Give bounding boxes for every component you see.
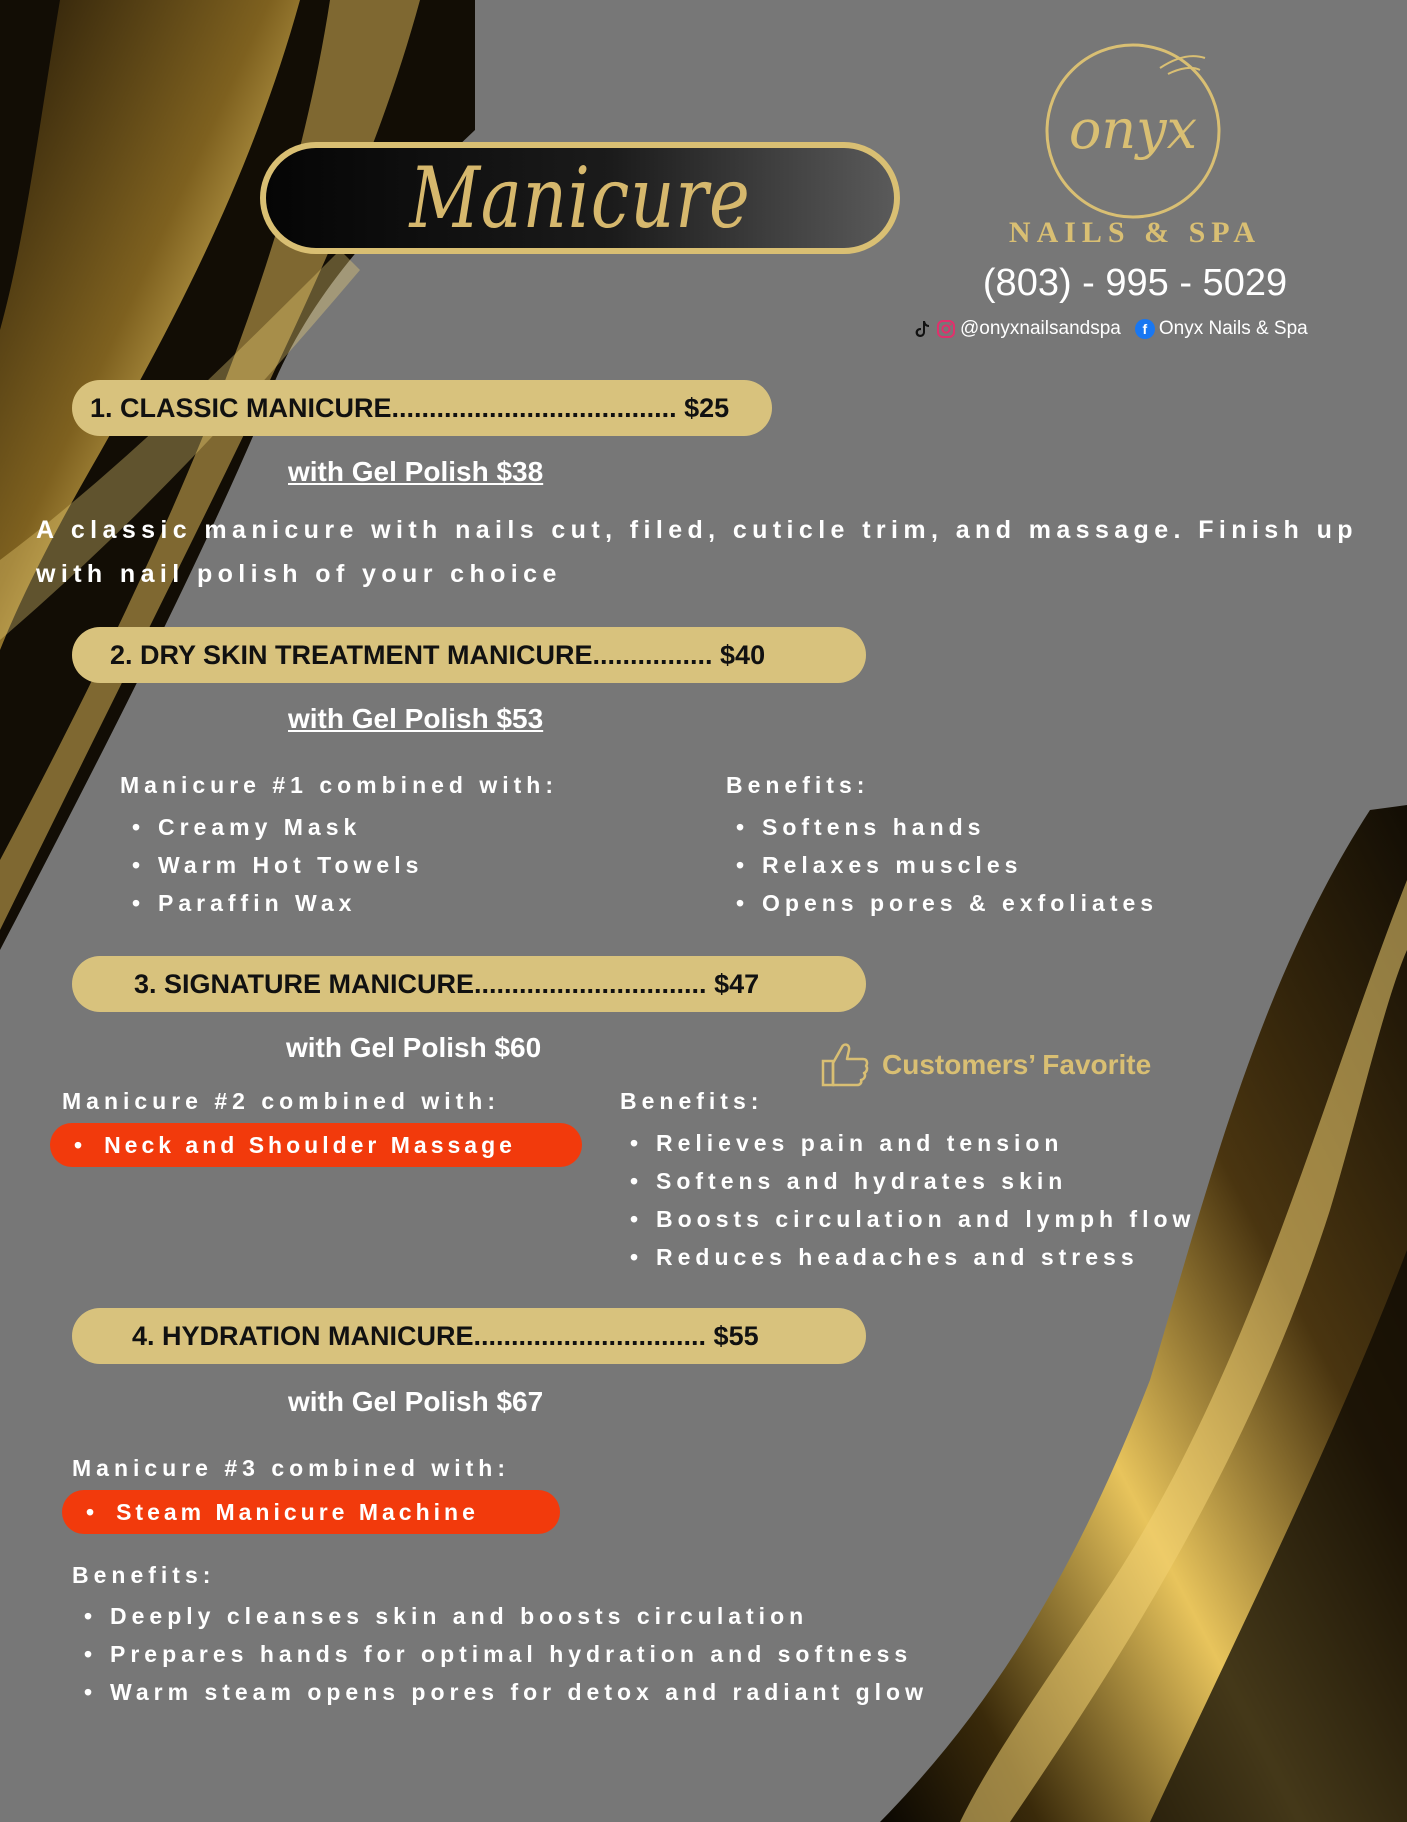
list-item: • Relieves pain and tension (630, 1124, 1195, 1162)
service-2-combined-label: Manicure #1 combined with: (120, 772, 558, 798)
service-4-heading (72, 1308, 866, 1364)
list-item: • Softens hands (736, 808, 1158, 846)
service-2-title: 2. DRY SKIN TREATMENT MANICURE................ $40 (110, 639, 766, 670)
tiktok-icon[interactable] (912, 319, 932, 339)
service-4-title: 4. HYDRATION MANICURE............................... $55 (132, 1320, 759, 1351)
customers-favorite-label: Customers’ Favorite (882, 1049, 1152, 1080)
list-item: • Boosts circulation and lymph flow (630, 1200, 1195, 1238)
service-4-benefits-label: Benefits: (72, 1562, 216, 1588)
instagram-handle[interactable]: @onyxnailsandspa (960, 318, 1121, 339)
service-2-combined-list (132, 808, 423, 922)
page-title: Manicure (409, 149, 751, 247)
social-links (912, 318, 1382, 340)
list-item: • Opens pores & exfoliates (736, 884, 1158, 922)
thumbs-up-icon (820, 1041, 870, 1089)
service-3-heading (72, 956, 866, 1012)
service-3-highlight-item: • Neck and Shoulder Massage (50, 1123, 582, 1167)
service-2-benefits-label: Benefits: (726, 772, 870, 798)
service-2-benefits-list (736, 808, 1158, 922)
service-1-description: A classic manicure with nails cut, filed, cuticle trim, and massage. Finish up with nail polish of your choice (36, 516, 1358, 588)
service-3-combined-label: Manicure #2 combined with: (62, 1088, 500, 1114)
service-3-benefits-list (630, 1124, 1195, 1276)
service-2-gel-price: with Gel Polish $53 (288, 703, 544, 734)
service-1-heading (72, 380, 772, 436)
page-title-banner (260, 142, 900, 254)
facebook-page-name[interactable]: Onyx Nails & Spa (1158, 318, 1308, 339)
service-4-gel-price: with Gel Polish $67 (288, 1386, 544, 1417)
facebook-icon[interactable]: f (1135, 319, 1155, 339)
brand-name: NAILS & SPA (1008, 216, 1262, 249)
list-item: • Deeply cleanses skin and boosts circulation (84, 1597, 928, 1635)
list-item: Steam Manicure Machine (116, 1498, 479, 1525)
svg-text:onyx: onyx (1068, 98, 1198, 161)
service-4-highlight-item: • Steam Manicure Machine (62, 1490, 560, 1534)
list-item: • Softens and hydrates skin (630, 1162, 1195, 1200)
list-item: Neck and Shoulder Massage (104, 1131, 516, 1158)
service-3-benefits-label: Benefits: (620, 1088, 764, 1114)
list-item: • Reduces headaches and stress (630, 1238, 1195, 1276)
list-item: • Warm steam opens pores for detox and radiant glow (84, 1673, 928, 1711)
list-item: • Creamy Mask (132, 808, 423, 846)
list-item: • Relaxes muscles (736, 846, 1158, 884)
list-item: • Paraffin Wax (132, 884, 423, 922)
list-item: • Warm Hot Towels (132, 846, 423, 884)
list-item: • Prepares hands for optimal hydration and softness (84, 1635, 928, 1673)
service-4-benefits-list (84, 1597, 928, 1711)
phone-number[interactable]: (803) - 995 - 5029 (982, 262, 1288, 304)
customers-favorite-badge (820, 1040, 1151, 1090)
service-2-heading (72, 627, 866, 683)
instagram-icon[interactable] (936, 319, 956, 339)
service-4-combined-label: Manicure #3 combined with: (72, 1455, 510, 1481)
service-3-gel-price: with Gel Polish $60 (286, 1032, 542, 1063)
service-3-title: 3. SIGNATURE MANICURE............................... $47 (134, 968, 760, 999)
service-1-title: 1. CLASSIC MANICURE...................................... $25 (90, 392, 730, 423)
service-1-gel-price: with Gel Polish $38 (288, 456, 544, 487)
onyx-logo (1040, 38, 1226, 224)
